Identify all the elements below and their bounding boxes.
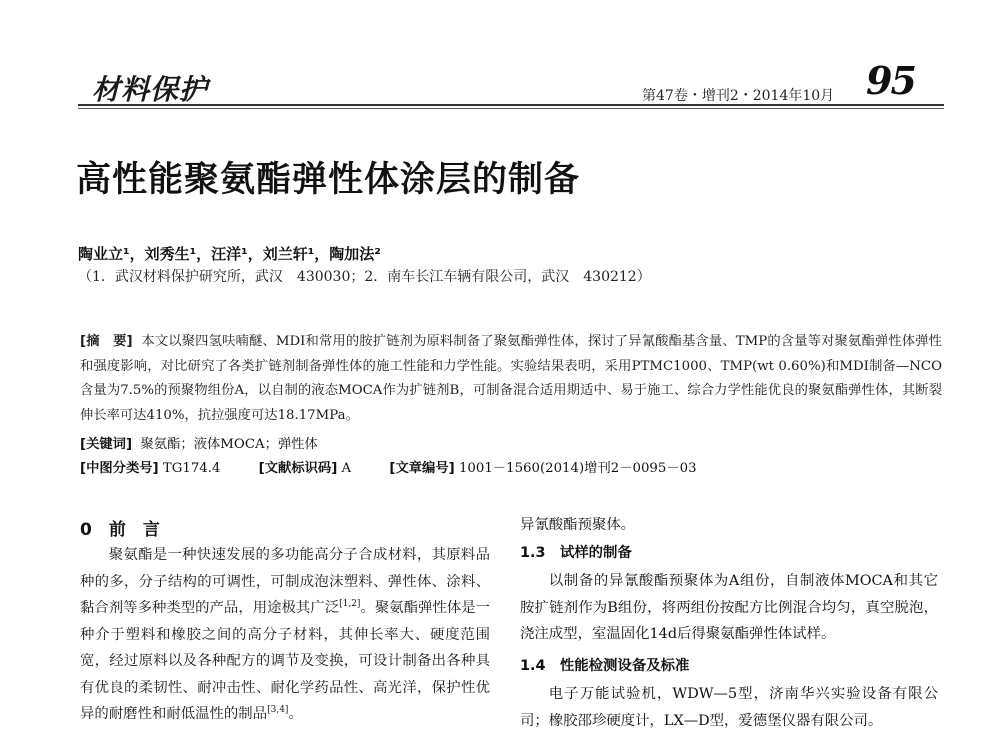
ref-3-4: [3,4]	[267, 705, 289, 716]
clc-label: [中图分类号]	[80, 461, 159, 476]
keywords-text: 聚氨酯；液体MOCA；弹性体	[140, 437, 318, 452]
article-no-value: 1001－1560(2014)增刊2－0095－03	[458, 461, 697, 476]
article-title: 高性能聚氨酯弹性体涂层的制备	[76, 160, 581, 200]
affiliations: （1．武汉材料保护研究所，武汉 430030；2．南车长江车辆有限公司，武汉 430212）	[78, 269, 651, 285]
keywords	[80, 433, 318, 452]
issue-info: 第47卷・增刊2・2014年10月	[642, 88, 835, 104]
doc-code-label: [文献标识码]	[258, 461, 338, 476]
doc-code-value: A	[341, 461, 352, 476]
header-rule	[78, 104, 944, 106]
intro-text-c: 。	[288, 706, 303, 722]
section-1-3-paragraph: 以制备的异氰酸酯预聚体为A组份，自制液体MOCA和其它胺扩链剂作为B组份，将两组份按配方比例混合均匀，真空脱泡，浇注成型，室温固化14d后得聚氨酯弹性体试样。	[520, 573, 938, 642]
intro-text-b: 。聚氨酯弹性体是一种介于塑料和橡胶之间的高分子材料，其伸长率大、硬度范围宽，经过原料以及各种配方的调节及变换，可设计制备出各种具有优良的柔韧性、耐冲击性、耐化学药品性、高光洋，保护性优异的耐磨性和耐低温性的制品	[80, 600, 490, 722]
intro-text-a: 聚氨酯是一种快速发展的多功能高分子合成材料，其原料品种的多，分子结构的可调性，可制成泡沫塑料、弹性体、涂料、黏合剂等多种类型的产品，用途极其广泛	[80, 547, 490, 616]
section-0-heading: 0 前 言	[80, 520, 160, 540]
abstract-text: 本文以聚四氢呋喃醚、MDI和常用的胺扩链剂为原料制备了聚氨酯弹性体，探讨了异氰酸酯基含量、TMP的含量等对聚氨酯弹性体弹性和强度影响，对比研究了各类扩链剂制备弹性体的施工性能和力学性能。实验结果表明，采用PTMC1000、TMP(wt 0.60%)和MDI制备—NCO含量为7.5%的预聚物组份A，以自制的液态MOCA作为扩链剂B，可制备混合适用期适中、易于施工、综合力学性能优良的聚氨酯弹性体，其断裂伸长率可达410%，抗拉强度可达18.17MPa。	[80, 334, 942, 423]
abstract	[80, 330, 942, 428]
intro-paragraph	[80, 542, 490, 728]
author-list: 陶业立¹，刘秀生¹，汪洋¹，刘兰轩¹，陶加法²	[78, 245, 381, 263]
abstract-label: [摘 要]	[80, 334, 133, 349]
section-1-3-text	[520, 568, 938, 648]
classification-line	[80, 457, 697, 476]
ref-1-2: [1,2]	[339, 599, 361, 610]
keywords-label: [关键词]	[80, 437, 133, 452]
section-1-3-heading: 1.3 试样的制备	[520, 545, 632, 561]
article-no-label: [文章编号]	[389, 461, 455, 476]
intro-column	[80, 542, 490, 728]
section-1-4-text	[520, 681, 938, 734]
section-1-4-heading: 1.4 性能检测设备及标准	[520, 658, 690, 674]
page-number: 95	[866, 58, 915, 103]
header-rule-thin	[78, 108, 944, 109]
carryover-text: 异氰酸酯预聚体。	[520, 517, 636, 533]
clc-value: TG174.4	[162, 461, 221, 476]
section-1-4-paragraph: 电子万能试验机，WDW—5型，济南华兴实验设备有限公司；橡胶邵珍硬度计，LX—D型，爱德堡仪器有限公司。	[520, 686, 938, 729]
journal-logo: 材料保护	[92, 73, 209, 106]
